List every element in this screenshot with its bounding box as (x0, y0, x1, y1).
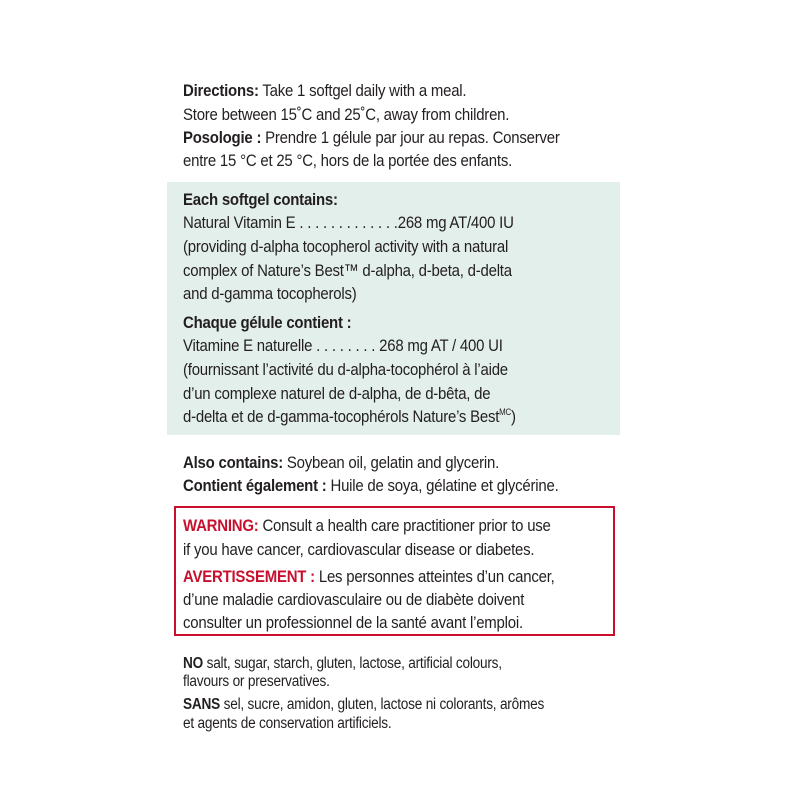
ingredients-fr-line-4-end: ) (511, 407, 516, 426)
avertissement-text-1: Les personnes atteintes d’un cancer, (314, 567, 555, 586)
also-contains-label: Also contains: (183, 453, 283, 472)
posologie-text-1: Prendre 1 gélule par jour au repas. Conserver (261, 128, 560, 147)
ingredients-fr-line-2: (fournissant l’activité du d-alpha-tocophérol à l’aide (183, 360, 508, 379)
directions-line-2: Store between 15˚C and 25˚C, away from children. (183, 105, 510, 124)
contient-egalement-line (183, 476, 559, 496)
no-list-line-2: flavours or preservatives. (183, 673, 330, 690)
contient-egalement-text: Huile de soya, gélatine et glycérine. (326, 476, 559, 495)
directions-line-1 (183, 81, 466, 101)
avertissement-line-2: d’une maladie cardiovasculaire ou de diabète doivent (183, 590, 525, 609)
ingredients-en-line-2: (providing d-alpha tocopherol activity with a natural (183, 237, 509, 256)
sans-list-text-1: sel, sucre, amidon, gluten, lactose ni colorants, arômes (220, 696, 545, 713)
ingredients-fr-line-3: d’un complexe naturel de d-alpha, de d-bêta, de (183, 384, 491, 403)
ingredients-fr-line-4 (183, 407, 516, 427)
avertissement-line-1 (183, 567, 555, 587)
ingredients-fr-line-4-text: d-delta et de d-gamma-tocophérols Nature’s Best (183, 407, 500, 426)
directions-text-1: Take 1 softgel daily with a meal. (258, 81, 467, 100)
also-contains-line (183, 453, 499, 473)
warning-label: WARNING: (183, 516, 259, 535)
ingredients-en-line-4: and d-gamma tocopherols) (183, 284, 357, 303)
posologie-line-1 (183, 128, 560, 148)
no-list-text-1: salt, sugar, starch, gluten, lactose, artificial colours, (203, 655, 502, 672)
ingredients-fr-trademark: MC (499, 407, 512, 417)
posologie-label: Posologie : (183, 128, 262, 147)
ingredients-fr-heading: Chaque gélule contient : (183, 313, 352, 332)
no-label: NO (183, 655, 204, 672)
sans-list-line-2: et agents de conservation artificiels. (183, 715, 392, 732)
ingredients-en-line-3: complex of Nature’s Best™ d-alpha, d-beta, d-delta (183, 261, 512, 280)
avertissement-label: AVERTISSEMENT : (183, 567, 315, 586)
ingredients-en-heading: Each softgel contains: (183, 190, 338, 209)
warning-line-1 (183, 516, 551, 536)
no-list-line-1 (183, 655, 502, 673)
sans-list-line-1 (183, 696, 544, 714)
warning-line-2: if you have cancer, cardiovascular disease or diabetes. (183, 540, 535, 559)
avertissement-line-3: consulter un professionnel de la santé avant l’emploi. (183, 613, 523, 632)
ingredients-en-line-1: Natural Vitamin E . . . . . . . . . . . . .268 mg AT/400 IU (183, 213, 514, 232)
also-contains-text: Soybean oil, gelatin and glycerin. (282, 453, 500, 472)
posologie-line-2: entre 15 °C et 25 °C, hors de la portée des enfants. (183, 151, 513, 170)
ingredients-fr-line-1: Vitamine E naturelle . . . . . . . . 268 mg AT / 400 UI (183, 336, 503, 355)
sans-label: SANS (183, 696, 221, 713)
directions-label: Directions: (183, 81, 259, 100)
warning-text-1: Consult a health care practitioner prior to use (258, 516, 551, 535)
contient-egalement-label: Contient également : (183, 476, 327, 495)
